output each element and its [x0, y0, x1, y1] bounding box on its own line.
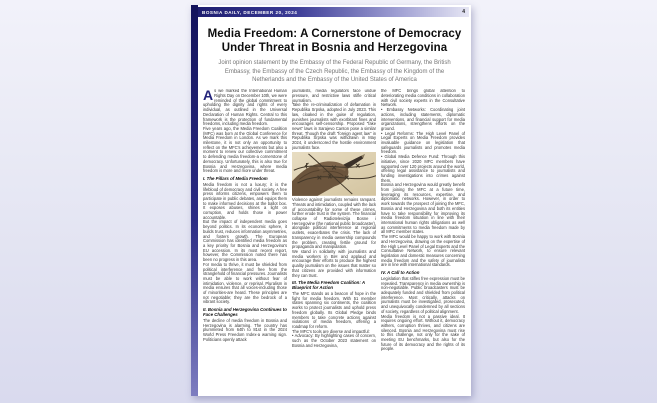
article-column-1	[203, 89, 287, 391]
newspaper-page	[191, 5, 471, 396]
masthead-bar	[198, 7, 469, 17]
paragraph: • Global Media Defence Fund: Through this initiative, since 2020 MFC members have supported over 120 projects around the world, offering legal assistance to journalists and funding investigations into crimes against them.	[381, 154, 465, 183]
masthead-title: BOSNIA DAILY, DECEMBER 20, 2024	[202, 9, 298, 15]
paragraph: We stand in solidarity with journalists and media workers in BiH and applaud and encourage their efforts to produce the highest quality journalism on the issues that matter so that citizens are provided with information they can trust.	[292, 248, 376, 278]
page-content	[198, 17, 471, 396]
paragraph: The MFC would be happy to work with Bosnia and Herzegovina, drawing on the expertise of the High Level Panel of Legal Experts and the Consultative Network, to ensure relevant legislation and domestic measures concerning media freedom and the safety of journalists are in line with international standards.	[381, 234, 465, 268]
paragraph: Media freedom is not a luxury; it is the lifeblood of democracy and civil society. A free press informs citizens, empowers them to participate in public debates, and equips them to make informed decisions at the ballot box. It exposes abuses, shines a light on corruption, and holds those in power accountable.	[203, 181, 287, 220]
section-heading: III. The Media Freedom Coalition: A Blueprint for Action	[292, 280, 365, 291]
paragraph: Legislation that stifles free expression must be repealed. Transparency in media ownership is non-negotiable. Public broadcasters must be adequately funded and shielded from political interference. Most critically, attacks on journalists must be investigated, prosecuted, and unequivocally condemned by all sections of society, regardless of political alignment.	[381, 275, 465, 314]
fist-pen-barbed-wire-image	[292, 152, 376, 196]
paragraph: But the impact of independent media goes beyond politics. In its economic sphere, it builds trust, reduces information asymmetries, and fosters growth. The European Commission has identified media freedom as a key priority for Bosnia and Herzegovina's EU accession. In its most recent report, however, the Commission noted there has been no progress in this area.	[203, 219, 287, 263]
page-spine	[191, 5, 198, 396]
paragraph: the MFC brings global attention to deteriorating media conditions in collaboration with civil society experts in the Consultative Network.	[381, 89, 465, 108]
paragraph: • Embassy Networks: Coordinating joint actions, including statements, diplomatic interventions, and financial support for media organizations, strengthens efforts on the ground.	[381, 107, 465, 131]
paragraph: Five years ago, the Media Freedom Coalition (MFC) was born at the Global Conference for Media Freedom in London. As we mark this milestone, it is not only an opportunity to reflect on the MFC's achievements but also a moment to renew our collective commitment to defending media freedom-a cornerstone of democracy. Unfortunately, this is also true for Bosnia and Herzegovina, where media freedom is more and more under threat.	[203, 125, 287, 174]
paragraph: journalists, media regulators face undue pressure, and restrictive laws stifle critical journalism.	[292, 89, 376, 103]
paragraph: The MFC stands as a beacon of hope in the fight for media freedom. With 51 member states spanning six continents, the coalition works to protect journalists and uphold press freedom globally. Its Global Pledge binds members to take concrete actions against violations of media freedom, offering a roadmap for reform.	[292, 291, 376, 329]
article-subtitle: Joint opinion statement by the Embassy of the Federal Republic of Germany, the British Embassy, the Embassy of the Czech Republic, the Embassy of the Kingdom of the Netherlands and the Embassy of the United States of America	[218, 60, 451, 83]
paragraph: • Legal Reforms: The High Level Panel of Legal Experts on Media Freedom provides invaluable guidance on legislation that safeguards journalists and promotes media freedom.	[381, 130, 465, 155]
paragraph: Violence against journalists remains rampant. Threats and intimidation, coupled with the lack of accountability for some of these crimes, further erode trust in the system. The financial collapse of Radiotelevizija Bosne i Hercegovine (the national public broadcaster), alongside political interference at regional outlets, exacerbates the crisis. The lack of transparency in media ownership compounds the problem, creating fertile ground for propaganda and manipulation.	[292, 197, 376, 250]
section-heading: IV. A Call to Action	[381, 270, 420, 276]
article-column-3	[381, 89, 465, 391]
paragraph: For media to thrive, it must be shielded from political interference and free from the stranglehold of financial pressures. Journalists must be able to work without fear of intimidation, violence, or reprisal. Pluralism in media ensures that all voices-including those of minorities-are heard. These principles are not negotiable; they are the bedrock of a vibrant society.	[203, 261, 287, 305]
paragraph: As we marked the International Human Rights Day on December 10th, we were reminded of the global commitment to upholding the dignity and rights of every individual, as outlined in the Universal Declaration of Human Rights. Central to this framework is the protection of fundamental freedoms, including media freedom.	[203, 89, 287, 127]
section-heading: I. The Pillars of Media Freedom	[203, 175, 268, 181]
paragraph: • Advocacy: By highlighting cases of concern, such as the October 2023 statement on Bosnia and Herzegovina,	[292, 333, 376, 348]
page-number: 4	[462, 9, 465, 15]
paragraph: The MFC's tools are diverse and impactful:	[292, 328, 370, 334]
paragraph: The decline of media freedom in Bosnia and Herzegovina is alarming. The country has plummeted from 64th to 81st in the 2024 World Press Freedom Index-a warning sign. Politicians openly attack	[203, 317, 287, 342]
article-title: Media Freedom: A Cornerstone of Democracy Under Threat in Bosnia and Herzegovina	[207, 28, 462, 54]
censored-press-photo	[292, 152, 376, 196]
section-heading: II. Bosnia and Herzegovina Continues to Face Challenges	[203, 307, 287, 318]
paragraph: Media freedom is not a passive ideal. It requires ongoing effort. Without it, democracy withers, corruption thrives, and citizens are silenced. Bosnia and Herzegovina must rise to this challenge, not only for the sake of meeting EU benchmarks, but also for the future of its democracy and the rights of its people.	[381, 313, 465, 352]
article-body	[203, 89, 465, 391]
paragraph: Take the re-criminalization of defamation in Republika Srpska, adopted in July 2023. This law, cloaked in the guise of regulation, punishes journalists with exorbitant fines and encourages self-censorship. Proposed "fake news" laws in Sarajevo Canton pose a similar threat. Though the draft "foreign agent law" in Republika Srpska was withdrawn in May 2024, it underscored the hostile environment journalists face.	[292, 102, 376, 150]
article-column-2	[292, 89, 376, 391]
drop-cap: A	[203, 89, 214, 104]
paragraph: Bosnia and Herzegovina would greatly benefit from joining the MFC at a future time, leveraging its resources, expertise, and diplomatic networks. However, in order to work towards the prospect of joining the MFC, Bosnia and Herzegovina and both its entities have to take responsibility for improving its media freedom situation in line with their international human rights obligations as well as commitments to media freedom made by all MFC member states.	[381, 182, 465, 235]
